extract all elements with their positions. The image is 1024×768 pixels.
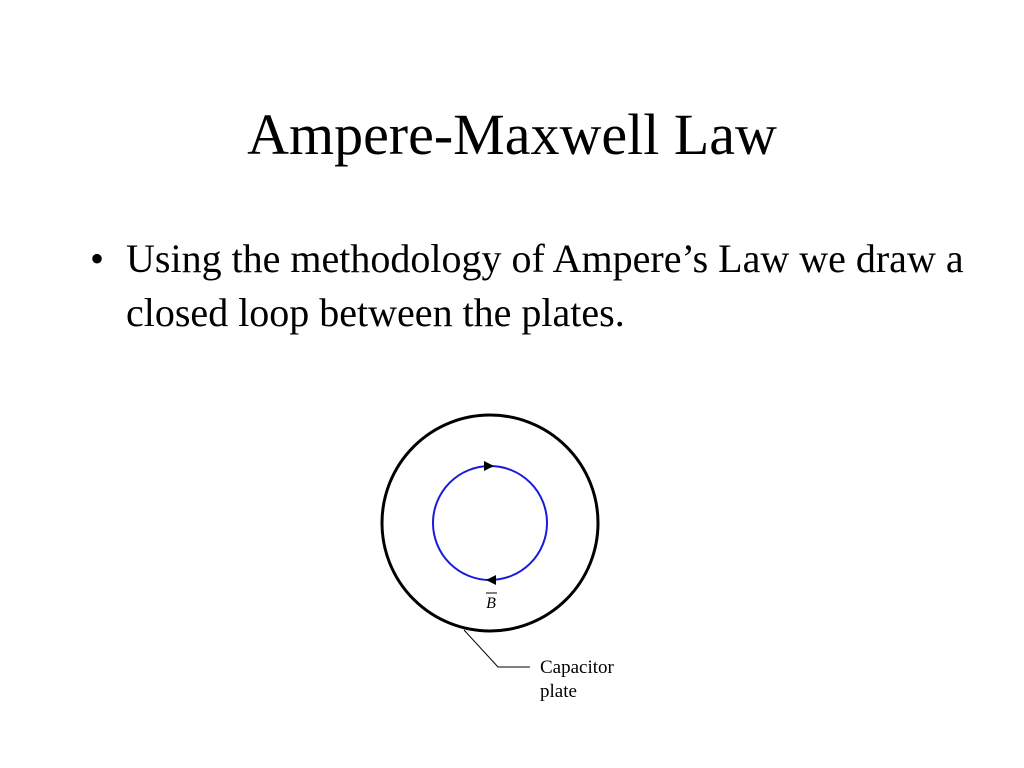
amperian-loop <box>433 466 547 580</box>
bullet-text: Using the methodology of Ampere’s Law we draw a closed loop between the plates. <box>126 236 964 335</box>
callout-leader-line <box>464 630 530 667</box>
field-label-b: B <box>486 595 496 612</box>
slide-title: Ampere-Maxwell Law <box>247 102 777 167</box>
callout-label-line2: plate <box>540 681 577 702</box>
loop-arrow-top-icon <box>484 461 494 471</box>
loop-arrow-bottom-icon <box>486 575 496 585</box>
bullet-glyph: • <box>90 236 105 281</box>
bullet-item <box>90 232 970 340</box>
callout-label-line1: Capacitor <box>540 657 614 678</box>
capacitor-diagram <box>360 400 660 720</box>
bullet-list <box>90 232 970 340</box>
